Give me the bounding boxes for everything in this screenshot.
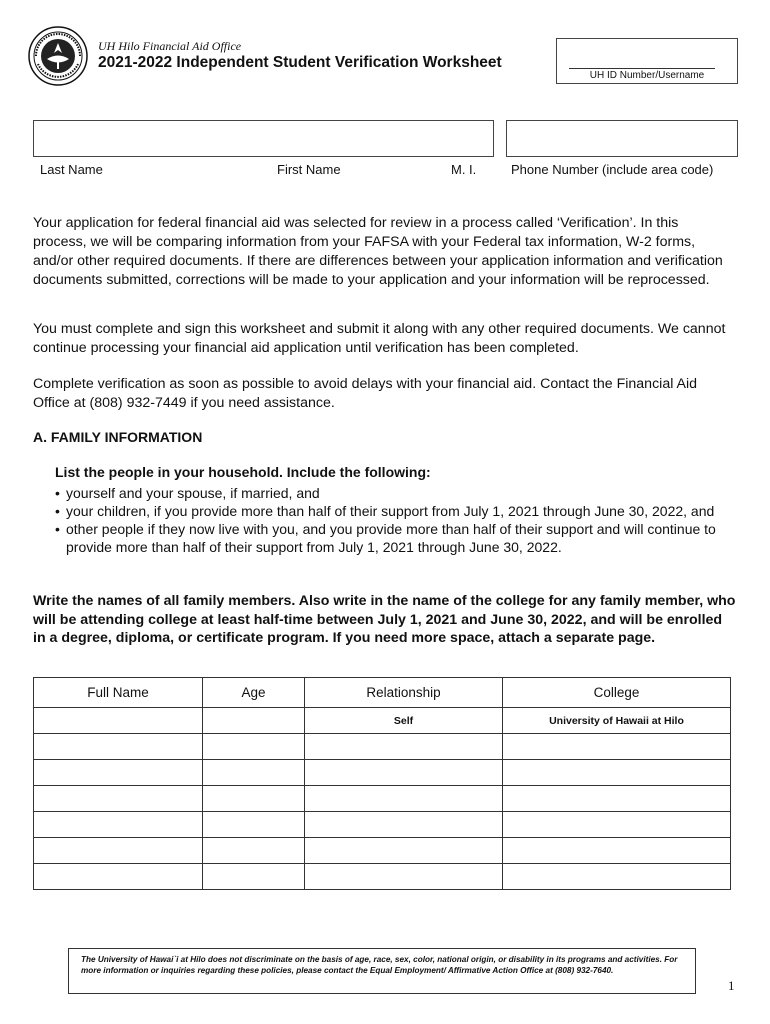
relationship-cell[interactable] [305,786,503,812]
family-members-table [33,677,731,890]
relationship-cell[interactable] [305,838,503,864]
college-cell: University of Hawaii at Hilo [503,708,731,734]
age-cell[interactable] [203,864,305,890]
full-name-cell[interactable] [34,786,203,812]
age-cell[interactable] [203,812,305,838]
full-name-cell[interactable] [34,734,203,760]
col-header-relationship: Relationship [305,678,503,708]
table-row [34,708,731,734]
college-cell[interactable] [503,864,731,890]
student-name-field[interactable] [33,120,494,157]
college-cell[interactable] [503,734,731,760]
section-a-heading: A. FAMILY INFORMATION [33,429,203,445]
college-cell[interactable] [503,838,731,864]
page-number: 1 [728,978,735,993]
university-seal-icon [28,26,88,86]
list-item: • your children, if you provide more than half of their support from July 1, 2021 through June 30, 2022, and [55,502,745,520]
age-cell[interactable] [203,838,305,864]
full-name-cell[interactable] [34,812,203,838]
age-cell[interactable] [203,734,305,760]
household-criteria-list [55,484,745,556]
middle-initial-label: M. I. [451,162,477,177]
relationship-cell[interactable] [305,864,503,890]
age-cell[interactable] [203,708,305,734]
table-row [34,786,731,812]
full-name-cell[interactable] [34,760,203,786]
phone-label: Phone Number (include area code) [511,162,714,177]
full-name-cell[interactable] [34,708,203,734]
table-row [34,734,731,760]
office-name: UH Hilo Financial Aid Office [98,39,242,53]
last-name-label: Last Name [40,162,103,177]
full-name-cell[interactable] [34,838,203,864]
first-name-label: First Name [277,162,341,177]
list-item: • other people if they now live with you, and you provide more than half of their support and will continue to provide more than half of their support from July 1, 2021 through June 30, 2022. [55,520,745,556]
uh-id-label: UH ID Number/Username [589,70,705,81]
college-cell[interactable] [503,786,731,812]
age-cell[interactable] [203,786,305,812]
list-item: • yourself and your spouse, if married, and [55,484,745,502]
col-header-age: Age [203,678,305,708]
col-header-full-name: Full Name [34,678,203,708]
id-underline [569,68,715,69]
uh-id-field[interactable] [556,38,738,84]
household-list-heading: List the people in your household. Include the following: [55,464,431,480]
table-row [34,838,731,864]
nondiscrimination-notice: The University of Hawai`i at Hilo does not discriminate on the basis of age, race, sex, color, national origin, or disability in its programs and activities. For more information or inquiries regarding these policies, please contact the Equal Employment/ Affirmative Action Office at (808) 932-7640. [68,948,696,994]
col-header-college: College [503,678,731,708]
age-cell[interactable] [203,760,305,786]
relationship-cell[interactable] [305,734,503,760]
table-row [34,812,731,838]
intro-paragraph-2: You must complete and sign this worksheet and submit it along with any other required documents. We cannot continue processing your financial aid application until verification has been completed. [33,321,726,356]
relationship-cell[interactable] [305,760,503,786]
phone-number-field[interactable] [506,120,738,157]
table-row [34,864,731,890]
college-cell[interactable] [503,812,731,838]
intro-paragraph-1: Your application for federal financial aid was selected for review in a process called ‘Verification’. In this process, we will be comparing information from your FAFSA with your Federal tax information, W-2 forms, and/or other required documents. If there are differences between your application information and verification documents submitted, corrections will be made to your application and your information will be reprocessed. [33,215,723,288]
table-row [34,760,731,786]
intro-paragraph-3: Complete verification as soon as possible to avoid delays with your financial aid. Contact the Financial Aid Office at (808) 932-7449 if you need assistance. [33,376,698,411]
page-title: 2021-2022 Independent Student Verification Worksheet [98,54,502,71]
college-cell[interactable] [503,760,731,786]
relationship-cell[interactable] [305,812,503,838]
family-instruction: Write the names of all family members. Also write in the name of the college for any family member, who will be attending college at least half-time between July 1, 2021 and June 30, 2022, and will be enrolled in a degree, diploma, or certificate program. If you need more space, attach a separate page. [33,593,736,646]
table-header-row [34,678,731,708]
full-name-cell[interactable] [34,864,203,890]
relationship-cell: Self [305,708,503,734]
